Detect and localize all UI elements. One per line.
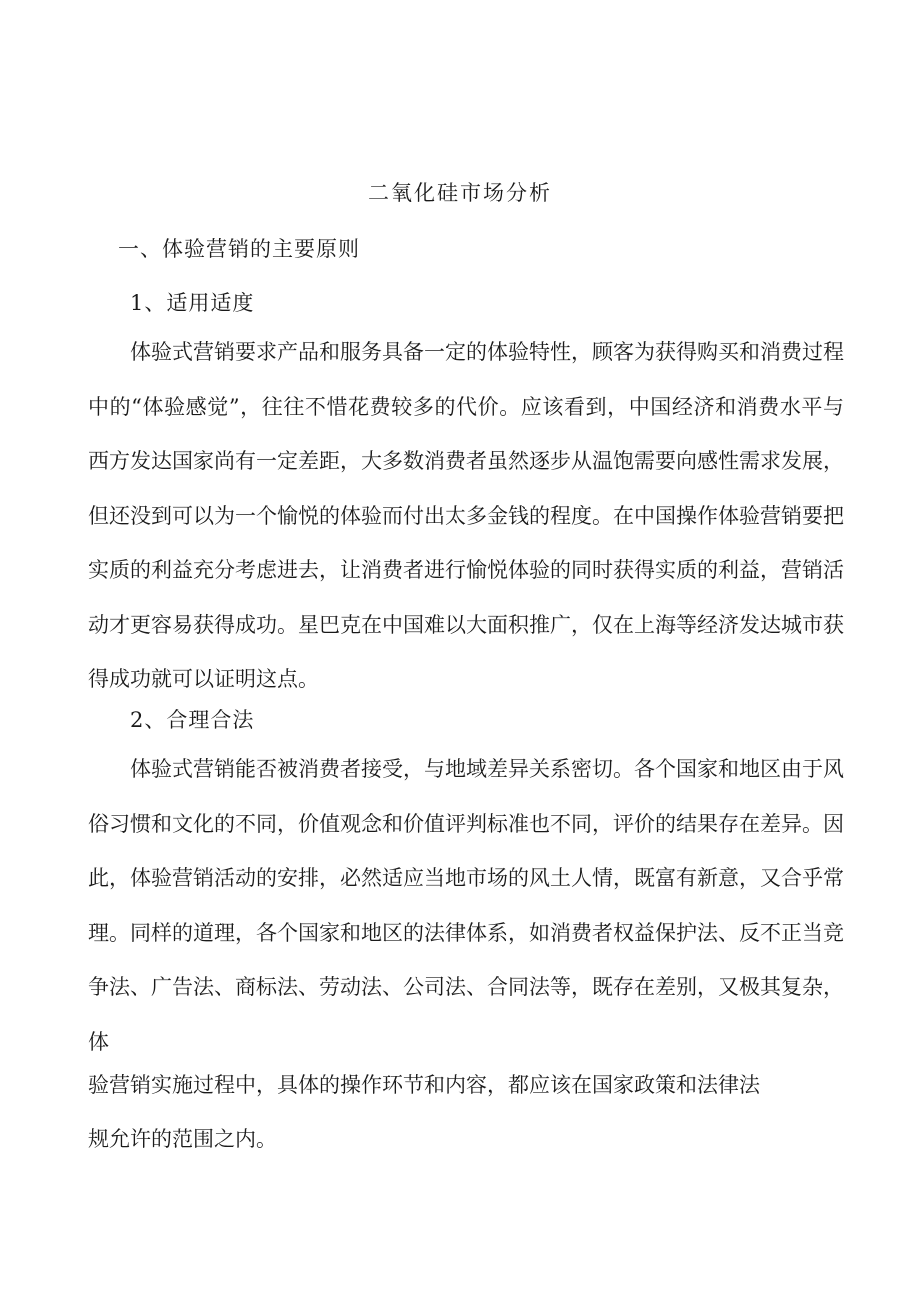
paragraph-moderation: 体验式营销要求产品和服务具备一定的体验特性，顾客为获得购买和消费过程中的“体验感觉”，往往不惜花费较多的代价。应该看到，中国经济和消费水平与西方发达国家尚有一定差距，大多数消费者虽然逐步从温饱需要向感性需求发展，但还没到可以为一个愉悦的体验而付出太多金钱的程度。在中国操作体验营销要把实质的利益充分考虑进去，让消费者进行愉悦体验的同时获得实质的利益，营销活动才更容易获得成功。星巴克在中国难以大面积推广，仅在上海等经济发达城市获得成功就可以证明这点。 bbox=[88, 340, 844, 691]
subsection-heading-moderation: 1、适用适度 bbox=[130, 291, 255, 315]
paragraph-legality: 体验式营销能否被消费者接受，与地域差异关系密切。各个国家和地区由于风俗习惯和文化的不同，价值观念和价值评判标准也不同，评价的结果存在差异。因此，体验营销活动的安排，必然适应当地市场的风土人情，既富有新意，又合乎常理。同样的道理，各个国家和地区的法律体系，如消费者权益保护法、反不正当竞争法、广告法、商标法、劳动法、公司法、合同法等，既存在差别，又极其复杂，体 bbox=[88, 757, 844, 1054]
paragraph-continuation-line-2: 规允许的范围之内。 bbox=[88, 1127, 277, 1151]
document-title: 二氧化硅市场分析 bbox=[368, 181, 552, 205]
paragraph-continuation-line-1: 验营销实施过程中，具体的操作环节和内容，都应该在国家政策和法律法 bbox=[88, 1073, 760, 1097]
subsection-heading-legality: 2、合理合法 bbox=[130, 708, 255, 732]
section-heading-principles: 一、体验营销的主要原则 bbox=[118, 237, 360, 261]
